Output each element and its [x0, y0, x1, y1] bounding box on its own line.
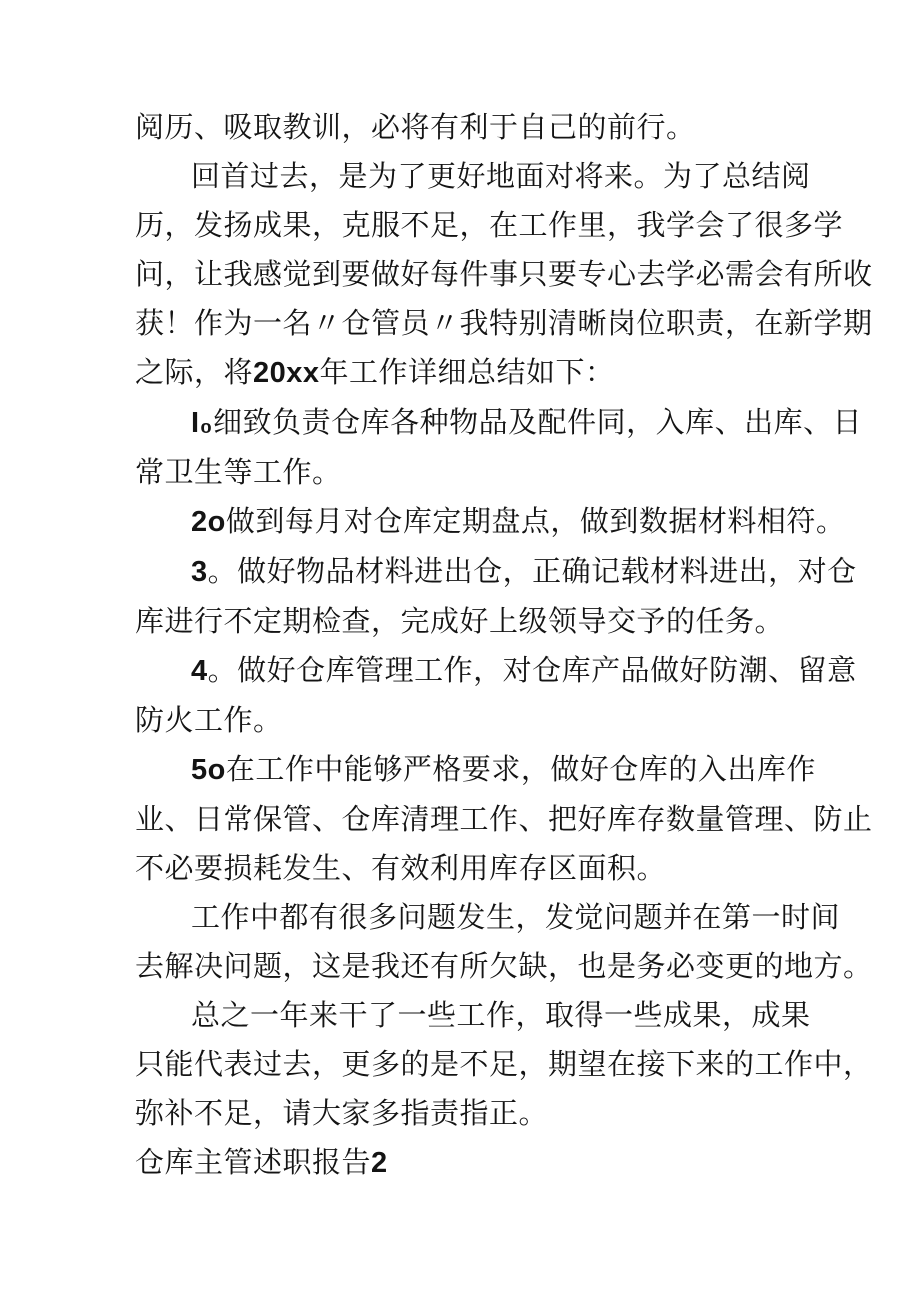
paragraph-line: 获！作为一名〃仓管员〃我特别清晰岗位职责，在新学期 [135, 306, 873, 340]
paragraph-line: 问，让我感觉到要做好每件事只要专心去学必需会有所收 [135, 257, 873, 291]
item-number: 2o [191, 506, 226, 538]
paragraph-line [135, 348, 795, 398]
paragraph-line: 只能代表过去，更多的是不足，期望在接下来的工作中， [135, 1047, 873, 1081]
item-number: 3 [191, 556, 208, 588]
list-item-1-cont: 常卫生等工作。 [135, 455, 342, 489]
paragraph-line: 弥补不足，请大家多指责指正。 [135, 1096, 549, 1130]
list-item-5-cont: 业、日常保管、仓库清理工作、把好库存数量管理、防止 [135, 802, 873, 836]
heading-text: 仓库主管述职报告 [135, 1145, 372, 1179]
list-item-5 [135, 745, 816, 795]
list-item-5-cont: 不必要损耗发生、有效利用库存区面积。 [135, 851, 667, 885]
item-text: 细致负责仓库各种物品及配件同，入库、出库、日 [213, 405, 863, 439]
paragraph-line: 总之一年来干了一些工作，取得一些成果，成果 [191, 998, 811, 1032]
item-text: 在工作中能够严格要求，做好仓库的入出库作 [225, 752, 816, 786]
list-item-1 [135, 398, 863, 448]
paragraph-line: 去解决问题，这是我还有所欠缺，也是务必变更的地方。 [135, 949, 873, 983]
list-item-4-cont: 防火工作。 [135, 703, 283, 737]
paragraph: 阅历、吸取教训，必将有利于自己的前行。 [135, 110, 696, 144]
line-text: 年工作详细总结如下： [319, 355, 615, 389]
item-text: 做到每月对仓库定期盘点，做到数据材料相符。 [225, 504, 846, 538]
list-item-4 [135, 646, 857, 696]
list-item-3-cont: 库进行不定期检查，完成好上级领导交予的任务。 [135, 604, 785, 638]
list-item-3 [135, 547, 857, 597]
item-number: I₀ [191, 407, 214, 439]
document-body [135, 103, 873, 1188]
item-text: 。做好仓库管理工作，对仓库产品做好防潮、留意 [207, 653, 857, 687]
section-heading [135, 1138, 795, 1188]
item-number: 4 [191, 655, 208, 687]
item-text: 。做好物品材料进出仓，正确记载材料进出，对仓 [207, 554, 857, 588]
paragraph-line: 工作中都有很多问题发生，发觉问题并在第一时间 [191, 900, 841, 934]
paragraph-line: 历，发扬成果，克服不足，在工作里，我学会了很多学 [135, 208, 844, 242]
heading-number: 2 [371, 1147, 388, 1179]
item-number: 5o [191, 754, 226, 786]
list-item-2 [135, 497, 846, 547]
line-text: 之际，将 [135, 355, 254, 389]
year-number: 20xx [253, 357, 320, 389]
paragraph-line: 回首过去，是为了更好地面对将来。为了总结阅 [191, 159, 811, 193]
